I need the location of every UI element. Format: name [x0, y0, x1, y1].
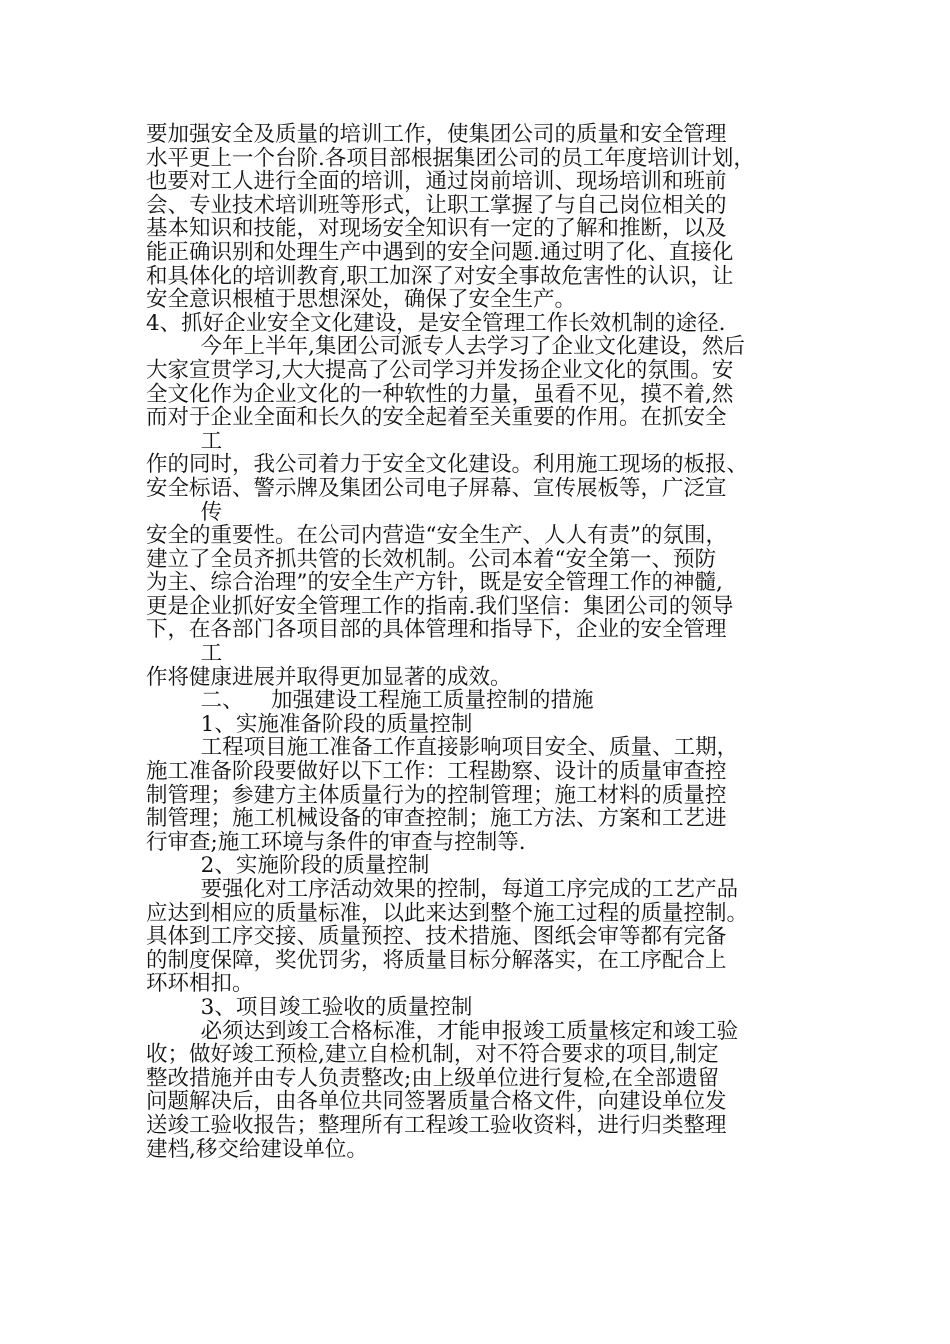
text-line: 而对于企业全面和长久的安全起着至关重要的作用。在抓安全	[146, 405, 727, 431]
text-line: 会、专业技术培训班等形式，让职工掌握了与自己岗位相关的	[146, 192, 727, 218]
text-line: 制管理；参建方主体质量行为的控制管理；施工材料的质量控	[146, 782, 727, 808]
subsection-heading: 1、实施准备阶段的质量控制	[146, 711, 473, 737]
text-line: 今年上半年,集团公司派专人去学习了企业文化建设，然后	[146, 334, 746, 360]
text-line: 施工准备阶段要做好以下工作：工程勘察、设计的质量审查控	[146, 759, 727, 785]
text-line: 工	[146, 428, 223, 454]
text-line: 工	[146, 641, 223, 667]
text-line: 问题解决后，由各单位共同签署质量合格文件，向建设单位发	[146, 1089, 727, 1115]
text-line: 水平更上一个台阶.各项目部根据集团公司的员工年度培训计划，	[146, 145, 755, 171]
text-line: 整改措施并由专人负责整改;由上级单位进行复检,在全部遗留	[146, 1065, 720, 1091]
text-line: 和具体化的培训教育,职工加深了对安全事故危害性的认识，让	[146, 263, 734, 289]
text-line: 传	[146, 499, 223, 525]
text-line: 要强化对工序活动效果的控制，每道工序完成的工艺产品	[146, 877, 739, 902]
text-line: 具体到工序交接、质量预控、技术措施、图纸会审等都有完备	[146, 924, 727, 950]
section-heading: 二、 加强建设工程施工质量控制的措施	[146, 688, 594, 714]
text-line: 更是企业抓好安全管理工作的指南.我们坚信：集团公司的领导	[146, 593, 734, 619]
text-line: 工程项目施工准备工作直接影响项目安全、质量、工期，	[146, 735, 739, 761]
subsection-heading: 2、实施阶段的质量控制	[146, 853, 430, 879]
text-line: 基本知识和技能，对现场安全知识有一定的了解和推断，以及	[146, 216, 727, 242]
text-line: 送竣工验收报告；整理所有工程竣工验收资料，进行归类整理	[146, 1112, 727, 1138]
text-line: 大家宣贯学习,大大提高了公司学习并发扬企业文化的氛围。安	[146, 357, 734, 383]
text-line: 安全的重要性。在公司内营造“安全生产、人人有责”的氛围，	[146, 523, 727, 549]
text-line: 下，在各部门各项目部的具体管理和指导下，企业的安全管理	[146, 617, 727, 643]
text-line: 为主、综合治理”的安全生产方针，既是安全管理工作的神髓,	[146, 570, 723, 596]
text-line: 安全标语、警示牌及集团公司电子屏幕、宣传展板等，广泛宣	[146, 475, 727, 501]
text-line: 的制度保障，奖优罚劣，将质量目标分解落实，在工序配合上	[146, 947, 727, 973]
text-line: 制管理；施工机械设备的审查控制；施工方法、方案和工艺进	[146, 806, 727, 832]
text-line: 要加强安全及质量的培训工作，使集团公司的质量和安全管理	[146, 122, 727, 147]
text-line: 也要对工人进行全面的培训，通过岗前培训、现场培训和班前	[146, 169, 727, 195]
text-line: 作将健康进展并取得更加显著的成效。	[146, 664, 512, 690]
text-line: 建立了全员齐抓共管的长效机制。公司本着“安全第一、预防	[146, 546, 716, 572]
text-line: 作的同时，我公司着力于安全文化建设。利用施工现场的板报、	[146, 452, 749, 478]
text-line: 收；做好竣工预检,建立自检机制，对不符合要求的项目,制定	[146, 1042, 719, 1068]
text-line: 安全意识根植于思想深处，确保了安全生产。	[146, 287, 577, 313]
text-line: 能正确识别和处理生产中遇到的安全问题.通过明了化、直接化	[146, 239, 734, 265]
subsection-heading: 3、项目竣工验收的质量控制	[146, 994, 473, 1020]
text-line: 全文化作为企业文化的一种软性的力量，虽看不见，摸不着,然	[146, 381, 734, 407]
text-line: 应达到相应的质量标准，以此来达到整个施工过程的质量控制。	[146, 900, 749, 926]
text-line: 环环相扣。	[146, 971, 254, 997]
text-line: 必须达到竣工合格标准，才能申报竣工质量核定和竣工验	[146, 1018, 739, 1044]
text-line: 行审查;施工环境与条件的审查与控制等.	[146, 829, 526, 855]
section-heading: 4、抓好企业安全文化建设，是安全管理工作长效机制的途径.	[146, 310, 726, 336]
document-body	[146, 123, 826, 1161]
text-line: 建档,移交给建设单位。	[146, 1136, 368, 1162]
